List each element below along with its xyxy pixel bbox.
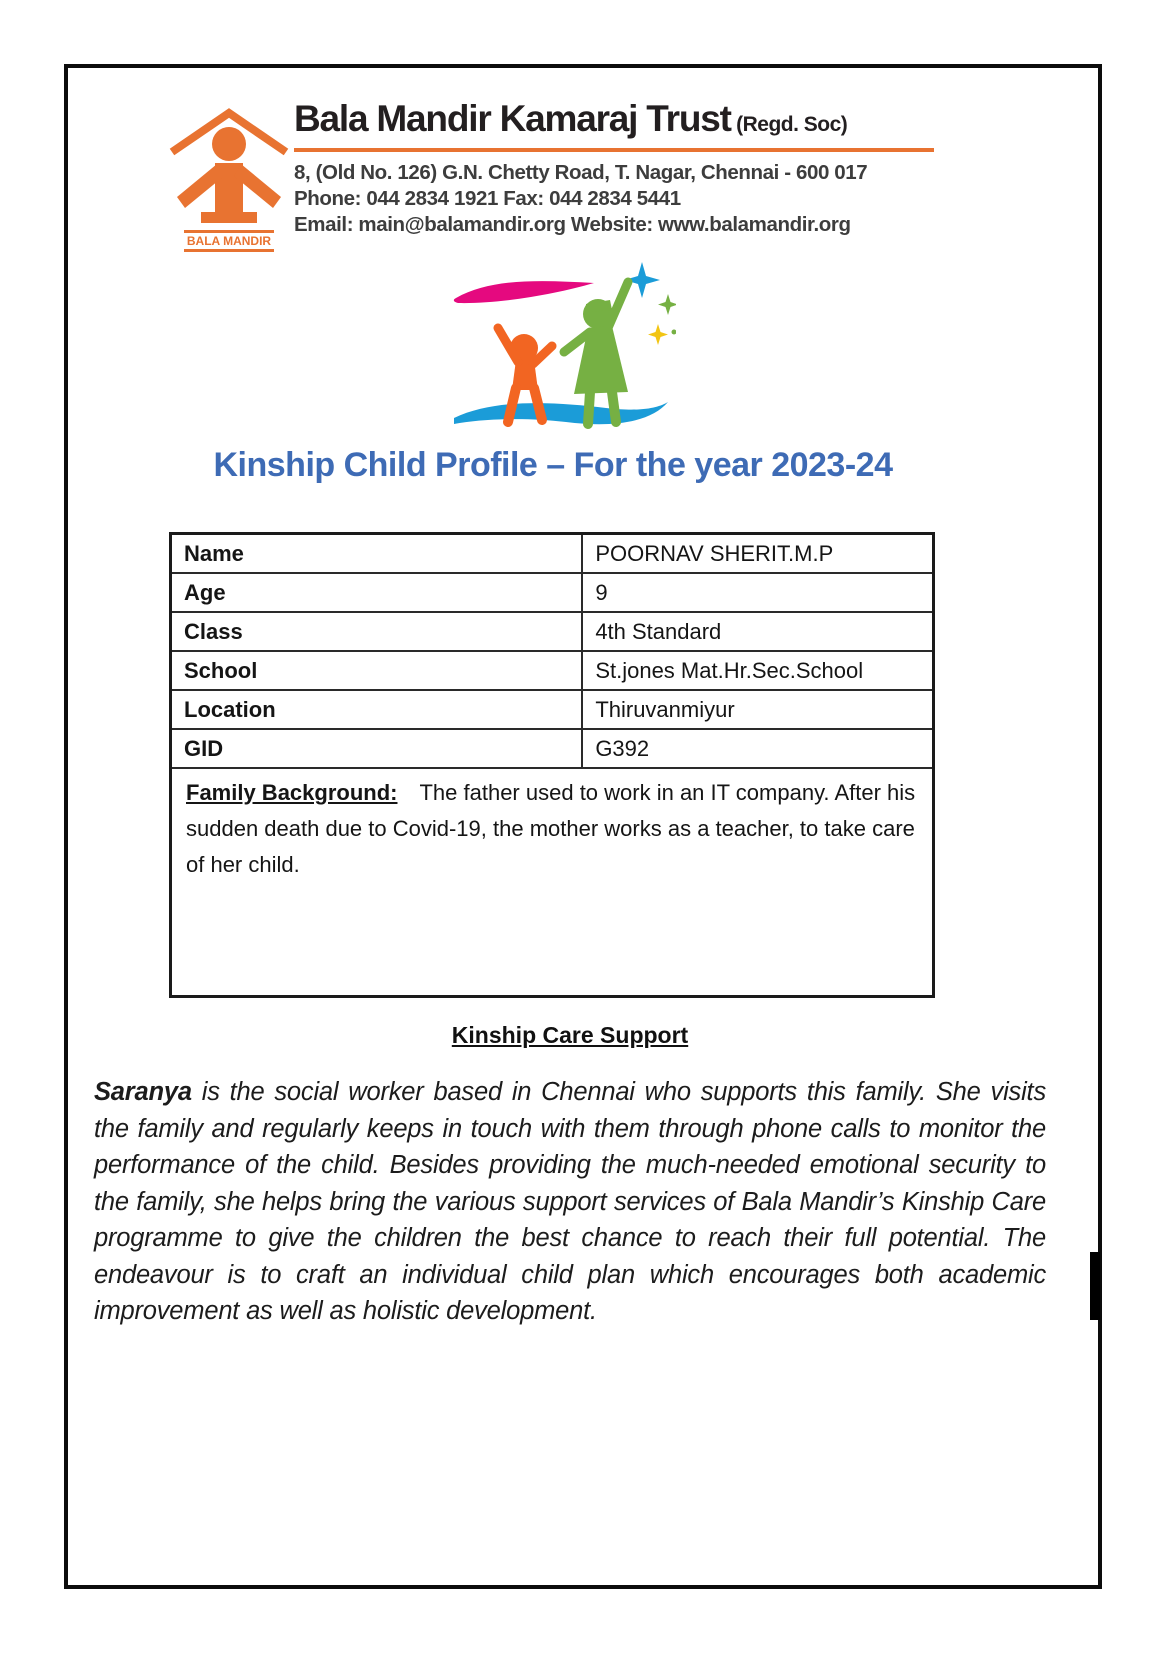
row-value: Thiruvanmiyur xyxy=(582,690,933,729)
scan-edge-artifact xyxy=(1090,1252,1100,1320)
org-name: Bala Mandir Kamaraj Trust xyxy=(294,98,731,139)
family-background-row xyxy=(171,768,934,997)
row-value: G392 xyxy=(582,729,933,768)
row-value: 9 xyxy=(582,573,933,612)
row-label: Location xyxy=(171,690,583,729)
svg-text:BALA MANDIR: BALA MANDIR xyxy=(186,234,272,248)
header-text-block xyxy=(294,98,954,238)
table-row xyxy=(171,534,934,574)
row-value: POORNAV SHERIT.M.P xyxy=(582,534,933,574)
section-heading: Kinship Care Support xyxy=(451,1022,689,1048)
row-value: 4th Standard xyxy=(582,612,933,651)
family-background-text: The father used to work in an IT company. After his sudden death due to Covid-19, the mother works as a teacher, to take care of her child. xyxy=(186,780,916,877)
row-value: St.jones Mat.Hr.Sec.School xyxy=(582,651,933,690)
row-label: Age xyxy=(171,573,583,612)
kinship-support-paragraph xyxy=(94,1074,1046,1330)
social-worker-name: Saranya xyxy=(94,1078,192,1106)
family-background-cell xyxy=(171,768,934,997)
phone-fax-line: Phone: 044 2834 1921 Fax: 044 2834 5441 xyxy=(294,187,681,210)
table-row xyxy=(171,729,934,768)
email-website-line: Email: main@balamandir.org Website: www.balamandir.org xyxy=(294,213,851,236)
table-row xyxy=(171,690,934,729)
header-divider-rule xyxy=(294,148,934,152)
child-profile-table xyxy=(169,532,935,998)
row-label: Class xyxy=(171,612,583,651)
table-row xyxy=(171,573,934,612)
row-label: School xyxy=(171,651,583,690)
row-label: Name xyxy=(171,534,583,574)
family-background-label: Family Background: xyxy=(186,780,398,805)
table-row xyxy=(171,651,934,690)
kinship-support-body: is the social worker based in Chennai who supports this family. She visits the family and regularly keeps in touch with them through phone calls to monitor the performance of the child. Besides providing the much-needed emotional security to the family, she helps bring the various support services of Bala Mandir’s Kinship Care programme to give the children the best chance to reach their full potential. The endeavour is to craft an individual child plan which encourages both academic improvement as well as holistic development. xyxy=(94,1078,1046,1325)
table-row xyxy=(171,612,934,651)
bala-mandir-logo-icon xyxy=(164,100,294,252)
document-title: Kinship Child Profile – For the year 2023-24 xyxy=(213,446,893,484)
kinship-children-logo-image xyxy=(446,256,676,441)
page-border-frame xyxy=(64,64,1102,1589)
address-line: 8, (Old No. 126) G.N. Chetty Road, T. Nagar, Chennai - 600 017 xyxy=(294,161,868,184)
org-title-line xyxy=(294,98,954,140)
org-name-suffix: (Regd. Soc) xyxy=(730,113,848,136)
row-label: GID xyxy=(171,729,583,768)
contact-block xyxy=(294,160,954,238)
